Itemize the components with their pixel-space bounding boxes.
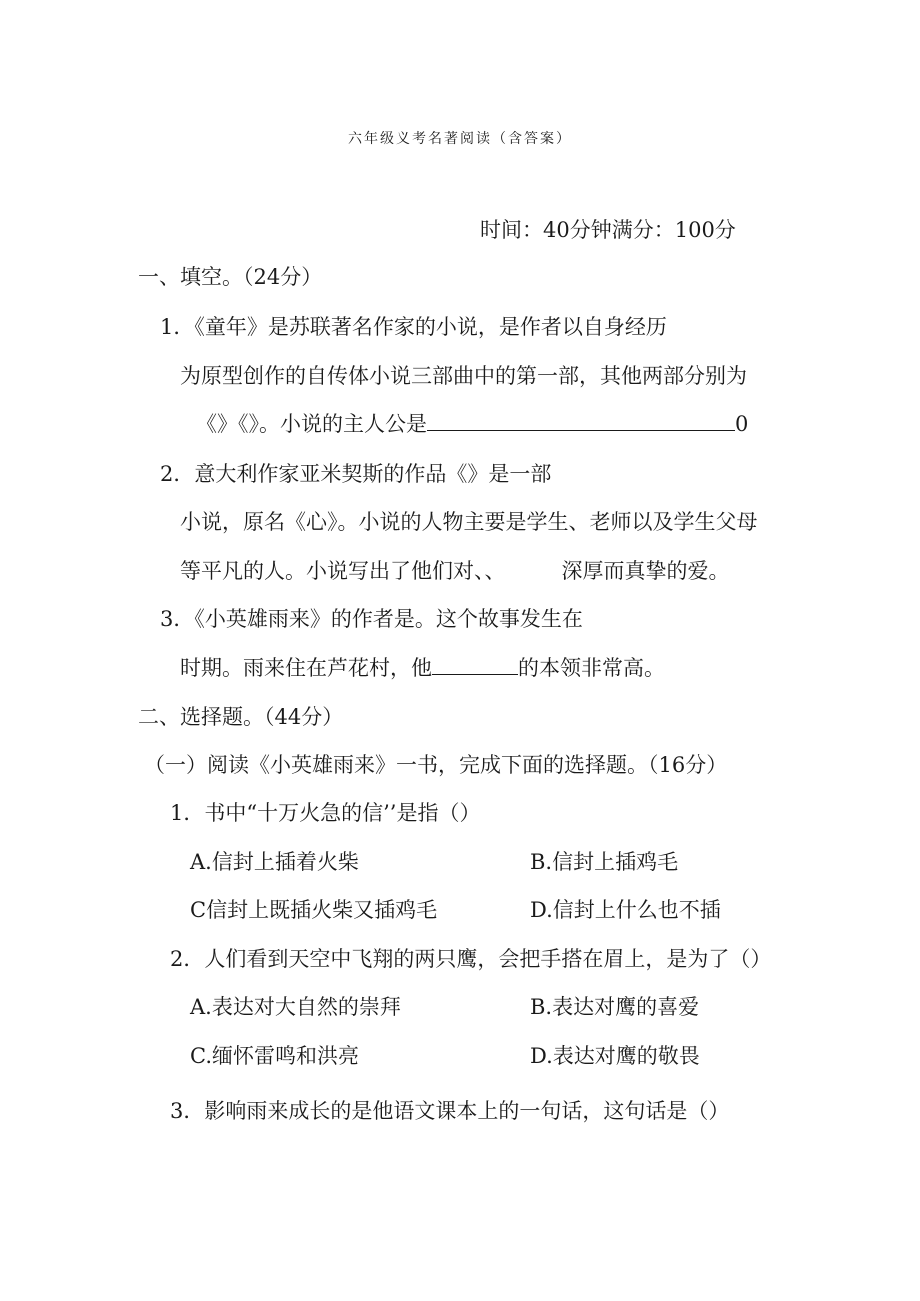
q1-line-3 — [196, 410, 748, 438]
subsection-1-heading: （一）阅读《小英雄雨来》一书，完成下面的选择题。（16分） — [144, 753, 728, 777]
mc-q1-stem: 1．书中“十万火急的信’’是指（） — [170, 801, 481, 825]
skill-blank[interactable] — [432, 654, 518, 675]
q1-line-3-end: 0 — [735, 412, 749, 436]
q1-line-1: 1．《童年》是苏联著名作家的小说，是作者以自身经历 — [160, 315, 667, 339]
time-score-info: 时间：40分钟满分：100分 — [480, 218, 736, 242]
mc-q2-option-a[interactable]: A.表达对大自然的崇拜 — [190, 995, 401, 1019]
mc-q2-option-b[interactable]: B.表达对鹰的喜爱 — [530, 995, 700, 1019]
mc-q1-option-a[interactable]: A.信封上插着火柴 — [190, 850, 359, 874]
mc-q3-stem: 3．影响雨来成长的是他语文课本上的一句话，这句话是（） — [170, 1099, 730, 1123]
q2-line-2: 小说，原名《心》。小说的人物主要是学生、老师以及学生父母 — [180, 510, 758, 534]
q3-line-2-end: 的本领非常高。 — [518, 656, 665, 680]
protagonist-blank[interactable] — [427, 410, 735, 431]
q3-line-1: 3．《小英雄雨来》的作者是。这个故事发生在 — [160, 607, 583, 631]
q1-line-2: 为原型创作的自传体小说三部曲中的第一部，其他两部分别为 — [180, 364, 747, 388]
q2-line-3-end: 深厚而真挚的爱。 — [561, 559, 730, 583]
q3-line-2-text: 时期。雨来住在芦花村，他 — [180, 656, 432, 680]
q2-line-1: 2．意大利作家亚米契斯的作品《》是一部 — [160, 462, 552, 486]
mc-q1-option-c[interactable]: C信封上既插火柴又插鸡毛 — [190, 898, 438, 922]
mc-q2-stem: 2．人们看到天空中飞翔的两只鹰，会把手搭在眉上，是为了（） — [170, 947, 772, 971]
document-title: 六年级义考名著阅读（含答案） — [348, 131, 572, 147]
mc-q1-option-b[interactable]: B.信封上插鸡毛 — [530, 850, 679, 874]
mc-q2-option-c[interactable]: C.缅怀雷鸣和洪亮 — [190, 1044, 359, 1068]
q1-line-3-text: 《》《》。小说的主人公是 — [196, 412, 427, 436]
mc-q1-option-d[interactable]: D.信封上什么也不插 — [530, 898, 721, 922]
section-1-heading: 一、填空。（24分） — [138, 265, 323, 289]
q2-line-3 — [180, 557, 730, 585]
mc-q2-option-d[interactable]: D.表达对鹰的敬畏 — [530, 1044, 700, 1068]
q3-line-2 — [180, 654, 665, 682]
section-2-heading: 二、选择题。（44分） — [138, 705, 344, 729]
q2-line-3-text: 等平凡的人。小说写出了他们对、、 — [180, 559, 506, 583]
